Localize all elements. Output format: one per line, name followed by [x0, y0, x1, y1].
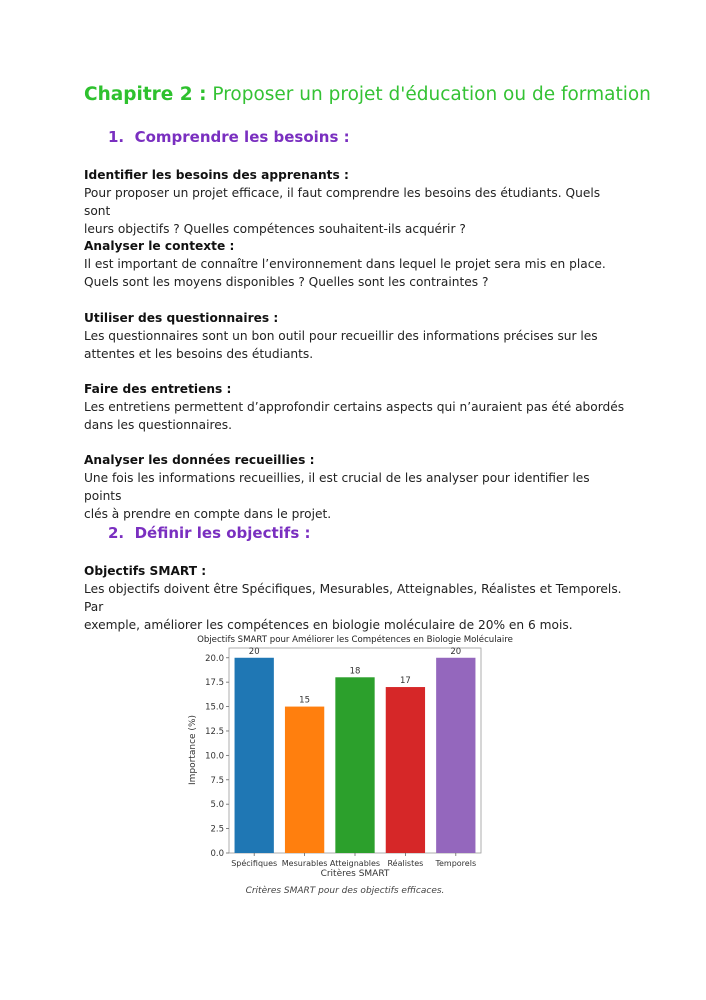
figure-caption: Critères SMART pour des objectifs efficaces. — [245, 886, 445, 896]
paragraph-line: clés à prendre en compte dans le projet. — [84, 507, 332, 521]
x-tick-label: Temporels — [435, 859, 477, 868]
y-tick-label: 2.5 — [210, 824, 224, 835]
paragraph-line: Une fois les informations recueillies, il est crucial de les analyser pour identifier les points — [84, 471, 590, 503]
paragraph-block — [84, 309, 629, 363]
paragraph-heading: Analyser les données recueillies : — [84, 453, 315, 467]
chart-svg — [185, 630, 535, 885]
paragraph-line: Il est important de connaître l’environnement dans lequel le projet sera mis en place. — [84, 257, 606, 271]
section-title: Définir les objectifs : — [134, 524, 311, 542]
paragraph-block — [84, 166, 629, 238]
x-tick-label: Spécifiques — [231, 859, 278, 868]
paragraph-block — [84, 451, 629, 523]
paragraph-line: dans les questionnaires. — [84, 418, 232, 432]
y-tick-label: 12.5 — [205, 726, 224, 737]
chapter-label: Chapitre 2 : — [84, 84, 207, 105]
paragraph-line: Pour proposer un projet efficace, il faut comprendre les besoins des étudiants. Quels sont — [84, 186, 601, 218]
section-number: 1. — [108, 128, 125, 146]
paragraph-heading: Identifier les besoins des apprenants : — [84, 168, 349, 182]
bar-value-label: 18 — [349, 666, 361, 677]
bar-value-label: 20 — [450, 646, 462, 657]
bar-réalistes — [386, 687, 425, 853]
bar-spécifiques — [235, 658, 274, 853]
y-tick-label: 5.0 — [210, 800, 224, 811]
paragraph-line: attentes et les besoins des étudiants. — [84, 347, 314, 361]
paragraph-heading: Objectifs SMART : — [84, 564, 207, 578]
x-tick-label: Atteignables — [329, 859, 381, 868]
paragraph-line: Les questionnaires sont un bon outil pour recueillir des informations précises sur les — [84, 329, 598, 343]
paragraph-heading: Faire des entretiens : — [84, 382, 232, 396]
paragraph-heading: Analyser le contexte : — [84, 239, 235, 253]
section-title: Comprendre les besoins : — [134, 128, 350, 146]
chapter-title — [84, 84, 651, 105]
paragraph-line: leurs objectifs ? Quelles compétences souhaitent-ils acquérir ? — [84, 222, 466, 236]
paragraph-heading: Utiliser des questionnaires : — [84, 311, 279, 325]
bar-atteignables — [335, 677, 374, 853]
y-tick-label: 20.0 — [205, 653, 224, 664]
paragraph-line: exemple, améliorer les compétences en biologie moléculaire de 20% en 6 mois. — [84, 618, 573, 632]
y-tick-label: 10.0 — [205, 751, 224, 762]
section-heading-1 — [108, 128, 350, 146]
paragraph-line: Les entretiens permettent d’approfondir certains aspects qui n’auraient pas été abordés — [84, 400, 625, 414]
y-axis-label: Importance (%) — [188, 714, 198, 786]
y-tick-label: 7.5 — [210, 775, 224, 786]
section-heading-2 — [108, 524, 310, 542]
paragraph-block — [84, 380, 629, 434]
smart-bar-chart — [185, 630, 535, 900]
paragraph-line: Les objectifs doivent être Spécifiques, Mesurables, Atteignables, Réalistes et Temporels. Par — [84, 582, 622, 614]
y-tick-label: 0.0 — [210, 849, 224, 859]
bar-value-label: 20 — [248, 646, 260, 657]
paragraph-line: Quels sont les moyens disponibles ? Quelles sont les contraintes ? — [84, 275, 489, 289]
y-tick-label: 17.5 — [205, 678, 224, 689]
bar-value-label: 15 — [299, 695, 311, 706]
chapter-heading: Proposer un projet d'éducation ou de formation — [212, 84, 651, 105]
x-axis-label: Critères SMART — [320, 869, 390, 879]
x-tick-label: Mesurables — [281, 859, 328, 868]
x-tick-label: Réalistes — [387, 859, 424, 868]
bar-temporels — [436, 658, 475, 853]
paragraph-block — [84, 562, 629, 634]
bar-value-label: 17 — [399, 676, 411, 687]
y-tick-label: 15.0 — [205, 702, 224, 713]
chart-title: Objectifs SMART pour Améliorer les Compétences en Biologie Moléculaire — [197, 635, 513, 645]
bar-mesurables — [285, 707, 324, 853]
paragraph-block — [84, 237, 629, 291]
section-number: 2. — [108, 524, 125, 542]
